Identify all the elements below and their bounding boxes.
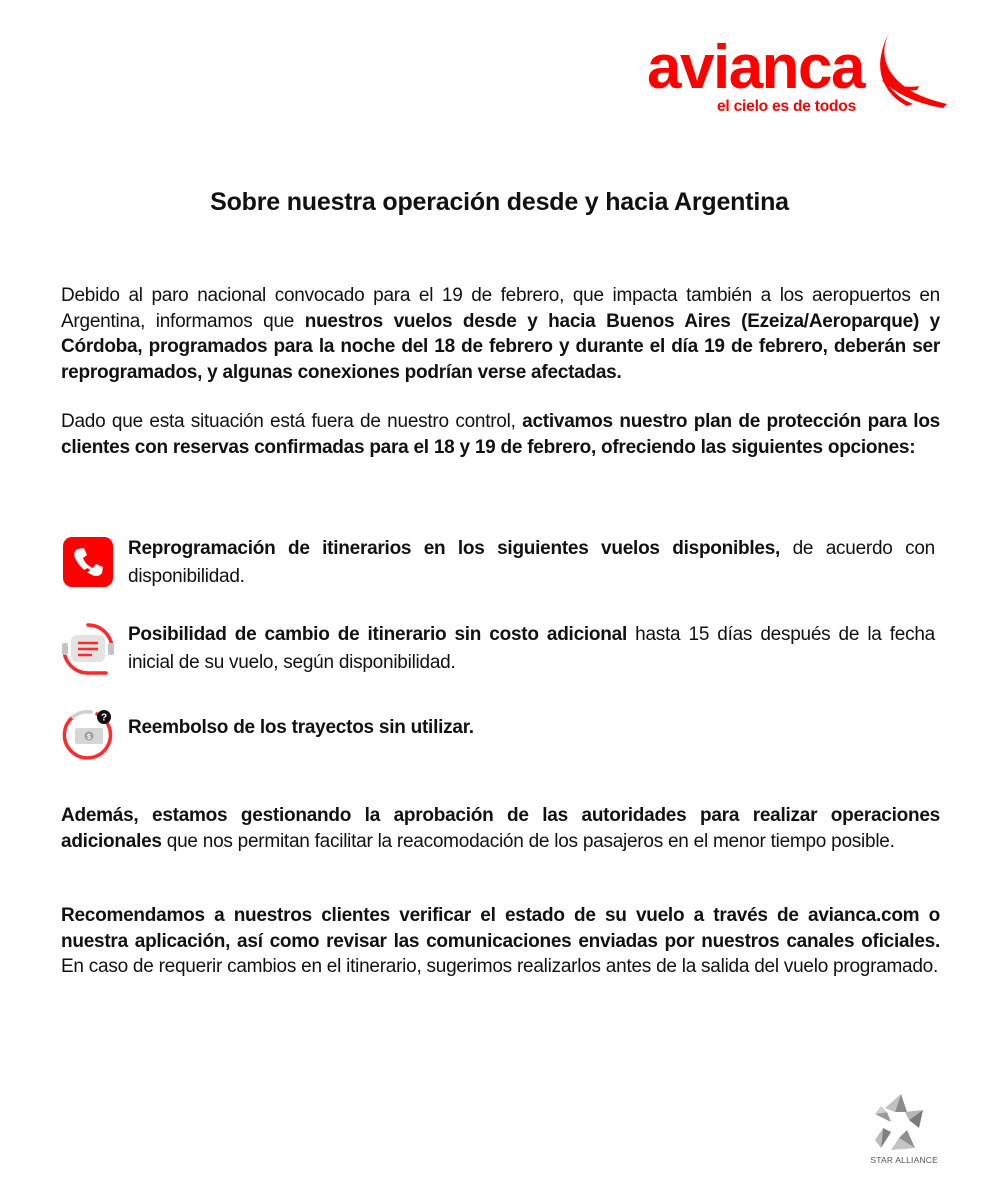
phone-plane-icon	[61, 535, 115, 589]
condor-bird-icon	[877, 34, 947, 108]
protection-text: Dado que esta situación está fuera de nuestro control,	[61, 411, 523, 432]
intro-paragraph	[61, 283, 940, 385]
option-reschedule-bold: Reprogramación de itinerarios en los siguientes vuelos disponibles,	[128, 538, 781, 559]
option-change-text	[128, 621, 935, 677]
authorities-paragraph	[61, 803, 940, 854]
message-change-icon	[61, 622, 115, 676]
authorities-text: que nos permitan facilitar la reacomodación de los pasajeros en el menor tiempo posible.	[161, 830, 895, 852]
recommendation-text: En caso de requerir cambios en el itinerario, sugerimos realizarlos antes de la salida del vuelo programado.	[61, 956, 939, 977]
svg-text:$: $	[87, 734, 91, 741]
option-change-bold: Posibilidad de cambio de itinerario sin costo adicional	[128, 624, 627, 645]
logo-wordmark: avianca	[647, 33, 865, 102]
option-change-normal: hasta 15 días después de la fecha inicial de su vuelo, según disponibilidad.	[128, 624, 935, 673]
refund-money-icon	[61, 708, 115, 762]
protection-paragraph	[61, 409, 940, 460]
star-alliance-label: STAR ALLIANCE	[870, 1155, 938, 1165]
avianca-logo	[647, 32, 947, 122]
protection-bold-text: activamos nuestro plan de protección para los clientes con reservas confirmadas para el 18 y 19 de febrero, ofreciendo las siguientes opciones:	[61, 411, 940, 458]
recommendation-paragraph	[61, 903, 940, 980]
authorities-bold-text: Además, estamos gestionando la aprobación de las autoridades para realizar operaciones adicionales	[61, 805, 940, 852]
option-reschedule-normal: de acuerdo con disponibilidad.	[128, 538, 935, 587]
logo-tagline: el cielo es de todos	[717, 98, 856, 115]
intro-bold-text: nuestros vuelos desde y hacia Buenos Aires (Ezeiza/Aeroparque) y Córdoba, programados para la noche del 18 de febrero y durante el día 19 de febrero, deberán ser reprogramados, y algunas conexiones podrían verse afectadas.	[61, 310, 940, 383]
page-title: Sobre nuestra operación desde y hacia Argentina	[210, 188, 789, 216]
option-refund-text	[128, 714, 935, 742]
svg-text:?: ?	[100, 712, 108, 724]
option-refund-bold: Reembolso de los trayectos sin utilizar.	[128, 717, 474, 738]
intro-text: Debido al paro nacional convocado para el 19 de febrero, que impacta también a los aeropuertos en Argentina, informamos que	[61, 285, 940, 332]
recommendation-bold-text: Recomendamos a nuestros clientes verificar el estado de su vuelo a través de avianca.com o nuestra aplicación, así como revisar las comunicaciones enviadas por nuestros canales oficiales.	[61, 905, 940, 952]
option-reschedule-text	[128, 535, 935, 591]
